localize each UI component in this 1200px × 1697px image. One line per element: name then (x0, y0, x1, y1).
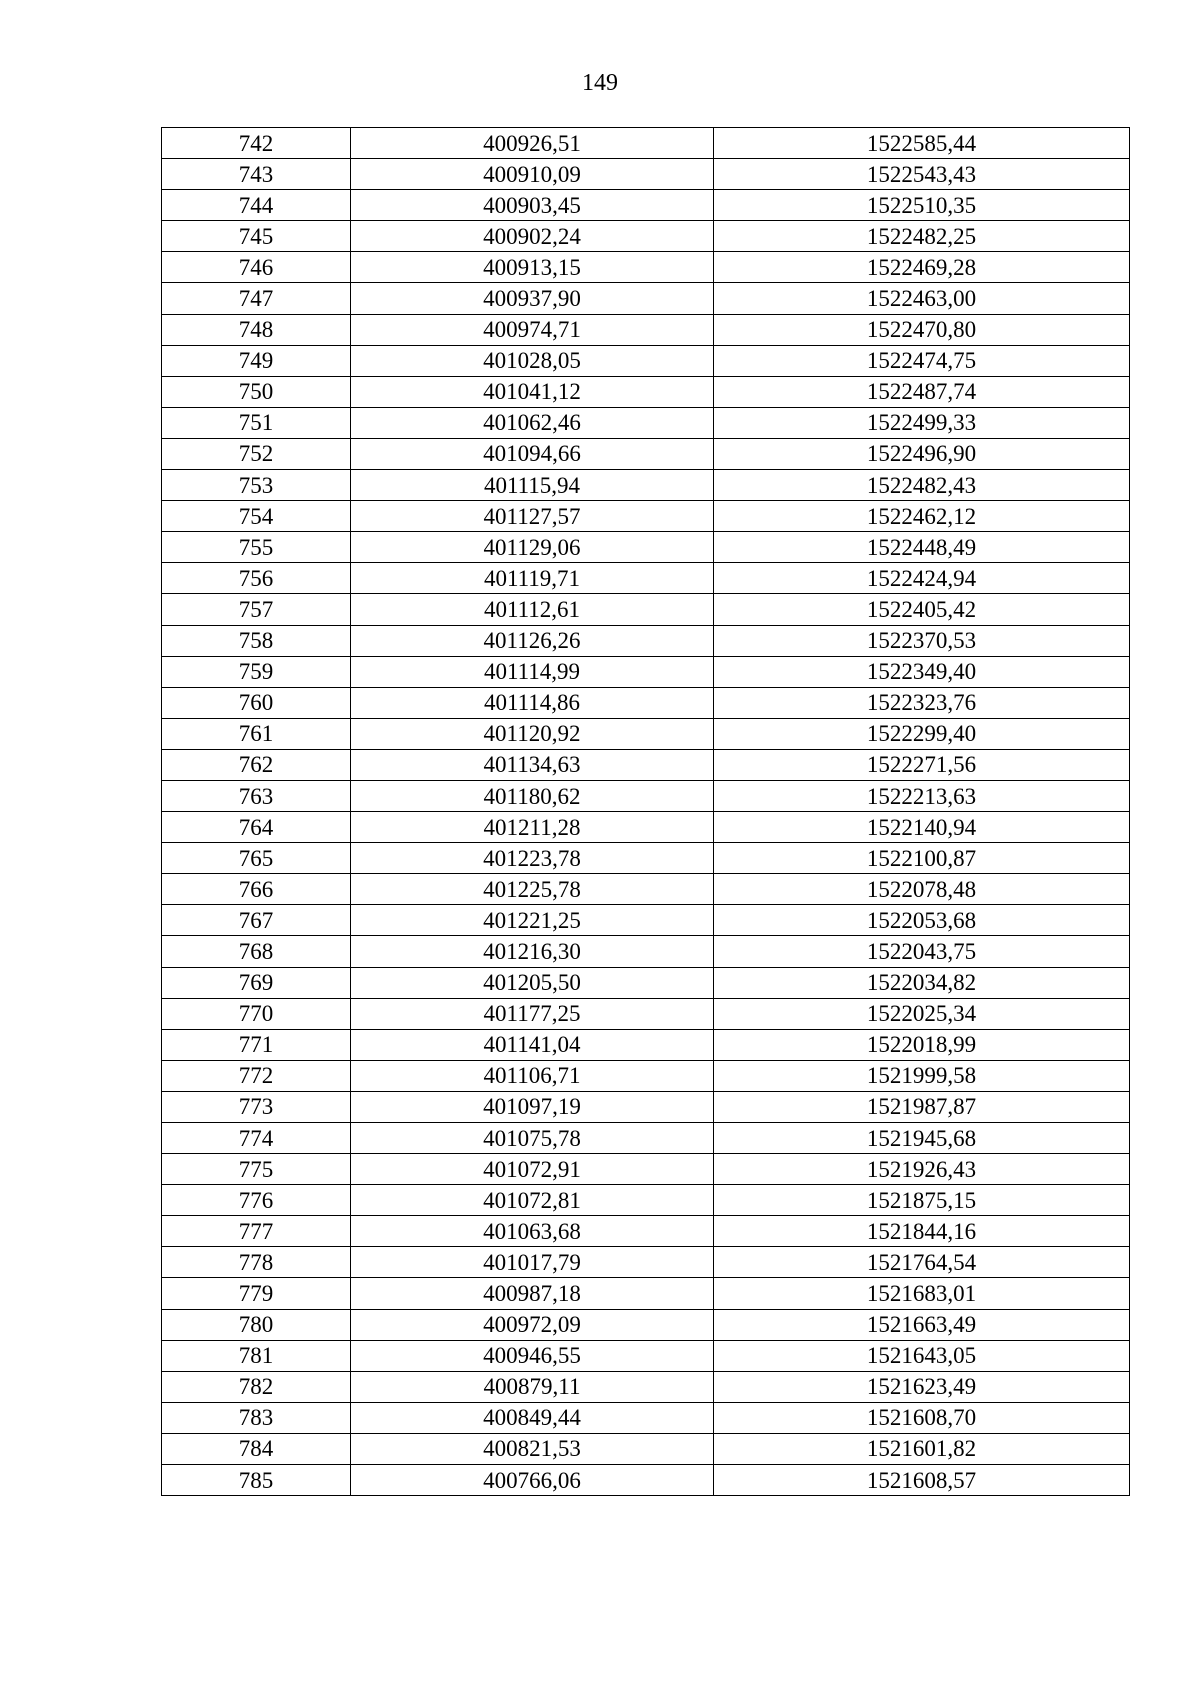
x-coordinate-cell: 401072,91 (351, 1154, 714, 1185)
table-row (162, 1340, 1130, 1371)
y-coordinate-cell: 1522271,56 (714, 749, 1130, 780)
x-coordinate-cell: 401063,68 (351, 1216, 714, 1247)
y-coordinate-cell: 1521683,01 (714, 1278, 1130, 1309)
y-coordinate-cell: 1521643,05 (714, 1340, 1130, 1371)
table-row (162, 501, 1130, 532)
x-coordinate-cell: 401106,71 (351, 1060, 714, 1091)
table-row (162, 843, 1130, 874)
y-coordinate-cell: 1521999,58 (714, 1060, 1130, 1091)
table-row (162, 1216, 1130, 1247)
point-number-cell: 762 (162, 749, 351, 780)
point-number-cell: 764 (162, 812, 351, 843)
y-coordinate-cell: 1522499,33 (714, 407, 1130, 438)
x-coordinate-cell: 401205,50 (351, 967, 714, 998)
table-row (162, 1371, 1130, 1402)
x-coordinate-cell: 400903,45 (351, 190, 714, 221)
x-coordinate-cell: 401134,63 (351, 749, 714, 780)
table-row (162, 1154, 1130, 1185)
x-coordinate-cell: 401216,30 (351, 936, 714, 967)
y-coordinate-cell: 1521623,49 (714, 1371, 1130, 1402)
y-coordinate-cell: 1522448,49 (714, 532, 1130, 563)
y-coordinate-cell: 1522496,90 (714, 438, 1130, 469)
page-number: 149 (582, 70, 618, 96)
y-coordinate-cell: 1522405,42 (714, 594, 1130, 625)
x-coordinate-cell: 400972,09 (351, 1309, 714, 1340)
point-number-cell: 743 (162, 159, 351, 190)
x-coordinate-cell: 400913,15 (351, 252, 714, 283)
y-coordinate-cell: 1522078,48 (714, 874, 1130, 905)
table-row (162, 1123, 1130, 1154)
point-number-cell: 766 (162, 874, 351, 905)
x-coordinate-cell: 401017,79 (351, 1247, 714, 1278)
y-coordinate-cell: 1522462,12 (714, 501, 1130, 532)
y-coordinate-cell: 1522463,00 (714, 283, 1130, 314)
y-coordinate-cell: 1521764,54 (714, 1247, 1130, 1278)
point-number-cell: 755 (162, 532, 351, 563)
point-number-cell: 770 (162, 998, 351, 1029)
y-coordinate-cell: 1522424,94 (714, 563, 1130, 594)
x-coordinate-cell: 401177,25 (351, 998, 714, 1029)
table-row (162, 1060, 1130, 1091)
y-coordinate-cell: 1522323,76 (714, 687, 1130, 718)
table-row (162, 1247, 1130, 1278)
y-coordinate-cell: 1522474,75 (714, 345, 1130, 376)
y-coordinate-cell: 1521844,16 (714, 1216, 1130, 1247)
y-coordinate-cell: 1522370,53 (714, 625, 1130, 656)
x-coordinate-cell: 400902,24 (351, 221, 714, 252)
y-coordinate-cell: 1522025,34 (714, 998, 1130, 1029)
point-number-cell: 777 (162, 1216, 351, 1247)
point-number-cell: 776 (162, 1185, 351, 1216)
table-row (162, 812, 1130, 843)
table-row (162, 874, 1130, 905)
y-coordinate-cell: 1522482,43 (714, 470, 1130, 501)
table-row (162, 159, 1130, 190)
table-row (162, 252, 1130, 283)
point-number-cell: 767 (162, 905, 351, 936)
point-number-cell: 746 (162, 252, 351, 283)
y-coordinate-cell: 1521926,43 (714, 1154, 1130, 1185)
x-coordinate-cell: 401141,04 (351, 1029, 714, 1060)
x-coordinate-cell: 401127,57 (351, 501, 714, 532)
table-row (162, 998, 1130, 1029)
point-number-cell: 778 (162, 1247, 351, 1278)
y-coordinate-cell: 1522213,63 (714, 780, 1130, 811)
y-coordinate-cell: 1521875,15 (714, 1185, 1130, 1216)
point-number-cell: 760 (162, 687, 351, 718)
y-coordinate-cell: 1522053,68 (714, 905, 1130, 936)
x-coordinate-cell: 401180,62 (351, 780, 714, 811)
table-row (162, 314, 1130, 345)
x-coordinate-cell: 401119,71 (351, 563, 714, 594)
point-number-cell: 768 (162, 936, 351, 967)
table-row (162, 376, 1130, 407)
table-row (162, 656, 1130, 687)
y-coordinate-cell: 1521608,57 (714, 1465, 1130, 1496)
y-coordinate-cell: 1522585,44 (714, 128, 1130, 159)
point-number-cell: 748 (162, 314, 351, 345)
table-row (162, 1185, 1130, 1216)
table-row (162, 967, 1130, 998)
y-coordinate-cell: 1521663,49 (714, 1309, 1130, 1340)
table-row (162, 625, 1130, 656)
y-coordinate-cell: 1522034,82 (714, 967, 1130, 998)
x-coordinate-cell: 400974,71 (351, 314, 714, 345)
x-coordinate-cell: 400821,53 (351, 1433, 714, 1464)
point-number-cell: 742 (162, 128, 351, 159)
y-coordinate-cell: 1522299,40 (714, 718, 1130, 749)
table-row (162, 749, 1130, 780)
x-coordinate-cell: 400987,18 (351, 1278, 714, 1309)
x-coordinate-cell: 401126,26 (351, 625, 714, 656)
x-coordinate-cell: 400946,55 (351, 1340, 714, 1371)
point-number-cell: 749 (162, 345, 351, 376)
y-coordinate-cell: 1521987,87 (714, 1091, 1130, 1122)
y-coordinate-cell: 1522043,75 (714, 936, 1130, 967)
point-number-cell: 754 (162, 501, 351, 532)
x-coordinate-cell: 401097,19 (351, 1091, 714, 1122)
table-row (162, 128, 1130, 159)
table-row (162, 345, 1130, 376)
table-row (162, 718, 1130, 749)
x-coordinate-cell: 401114,86 (351, 687, 714, 718)
point-number-cell: 759 (162, 656, 351, 687)
y-coordinate-cell: 1522470,80 (714, 314, 1130, 345)
table-row (162, 1309, 1130, 1340)
table-row (162, 532, 1130, 563)
table-row (162, 221, 1130, 252)
x-coordinate-cell: 401129,06 (351, 532, 714, 563)
point-number-cell: 772 (162, 1060, 351, 1091)
x-coordinate-cell: 401221,25 (351, 905, 714, 936)
table-row (162, 905, 1130, 936)
table-row (162, 936, 1130, 967)
point-number-cell: 765 (162, 843, 351, 874)
x-coordinate-cell: 401028,05 (351, 345, 714, 376)
point-number-cell: 769 (162, 967, 351, 998)
x-coordinate-cell: 401112,61 (351, 594, 714, 625)
point-number-cell: 775 (162, 1154, 351, 1185)
point-number-cell: 763 (162, 780, 351, 811)
table-row (162, 283, 1130, 314)
point-number-cell: 758 (162, 625, 351, 656)
point-number-cell: 779 (162, 1278, 351, 1309)
y-coordinate-cell: 1522018,99 (714, 1029, 1130, 1060)
y-coordinate-cell: 1522482,25 (714, 221, 1130, 252)
point-number-cell: 745 (162, 221, 351, 252)
y-coordinate-cell: 1522487,74 (714, 376, 1130, 407)
point-number-cell: 761 (162, 718, 351, 749)
table-row (162, 407, 1130, 438)
point-number-cell: 781 (162, 1340, 351, 1371)
table-row (162, 1278, 1130, 1309)
point-number-cell: 783 (162, 1402, 351, 1433)
x-coordinate-cell: 401120,92 (351, 718, 714, 749)
y-coordinate-cell: 1522469,28 (714, 252, 1130, 283)
point-number-cell: 773 (162, 1091, 351, 1122)
point-number-cell: 771 (162, 1029, 351, 1060)
point-number-cell: 784 (162, 1433, 351, 1464)
y-coordinate-cell: 1522543,43 (714, 159, 1130, 190)
y-coordinate-cell: 1522140,94 (714, 812, 1130, 843)
y-coordinate-cell: 1522100,87 (714, 843, 1130, 874)
point-number-cell: 780 (162, 1309, 351, 1340)
point-number-cell: 757 (162, 594, 351, 625)
y-coordinate-cell: 1521945,68 (714, 1123, 1130, 1154)
coordinates-table-body (162, 128, 1130, 1496)
x-coordinate-cell: 401211,28 (351, 812, 714, 843)
point-number-cell: 751 (162, 407, 351, 438)
coordinates-table (161, 127, 1130, 1496)
x-coordinate-cell: 401062,46 (351, 407, 714, 438)
point-number-cell: 782 (162, 1371, 351, 1402)
table-row (162, 1402, 1130, 1433)
table-row (162, 190, 1130, 221)
x-coordinate-cell: 400910,09 (351, 159, 714, 190)
table-row (162, 687, 1130, 718)
x-coordinate-cell: 400879,11 (351, 1371, 714, 1402)
y-coordinate-cell: 1521601,82 (714, 1433, 1130, 1464)
table-row (162, 1433, 1130, 1464)
table-row (162, 1029, 1130, 1060)
table-row (162, 1091, 1130, 1122)
point-number-cell: 774 (162, 1123, 351, 1154)
table-row (162, 438, 1130, 469)
point-number-cell: 753 (162, 470, 351, 501)
point-number-cell: 752 (162, 438, 351, 469)
x-coordinate-cell: 401041,12 (351, 376, 714, 407)
table-row (162, 594, 1130, 625)
x-coordinate-cell: 401223,78 (351, 843, 714, 874)
table-row (162, 780, 1130, 811)
x-coordinate-cell: 400766,06 (351, 1465, 714, 1496)
table-row (162, 563, 1130, 594)
y-coordinate-cell: 1522349,40 (714, 656, 1130, 687)
point-number-cell: 744 (162, 190, 351, 221)
point-number-cell: 750 (162, 376, 351, 407)
x-coordinate-cell: 401115,94 (351, 470, 714, 501)
point-number-cell: 785 (162, 1465, 351, 1496)
x-coordinate-cell: 401225,78 (351, 874, 714, 905)
x-coordinate-cell: 400926,51 (351, 128, 714, 159)
x-coordinate-cell: 400937,90 (351, 283, 714, 314)
table-row (162, 470, 1130, 501)
point-number-cell: 756 (162, 563, 351, 594)
y-coordinate-cell: 1521608,70 (714, 1402, 1130, 1433)
point-number-cell: 747 (162, 283, 351, 314)
table-row (162, 1465, 1130, 1496)
x-coordinate-cell: 401075,78 (351, 1123, 714, 1154)
x-coordinate-cell: 401094,66 (351, 438, 714, 469)
x-coordinate-cell: 401072,81 (351, 1185, 714, 1216)
x-coordinate-cell: 400849,44 (351, 1402, 714, 1433)
x-coordinate-cell: 401114,99 (351, 656, 714, 687)
y-coordinate-cell: 1522510,35 (714, 190, 1130, 221)
